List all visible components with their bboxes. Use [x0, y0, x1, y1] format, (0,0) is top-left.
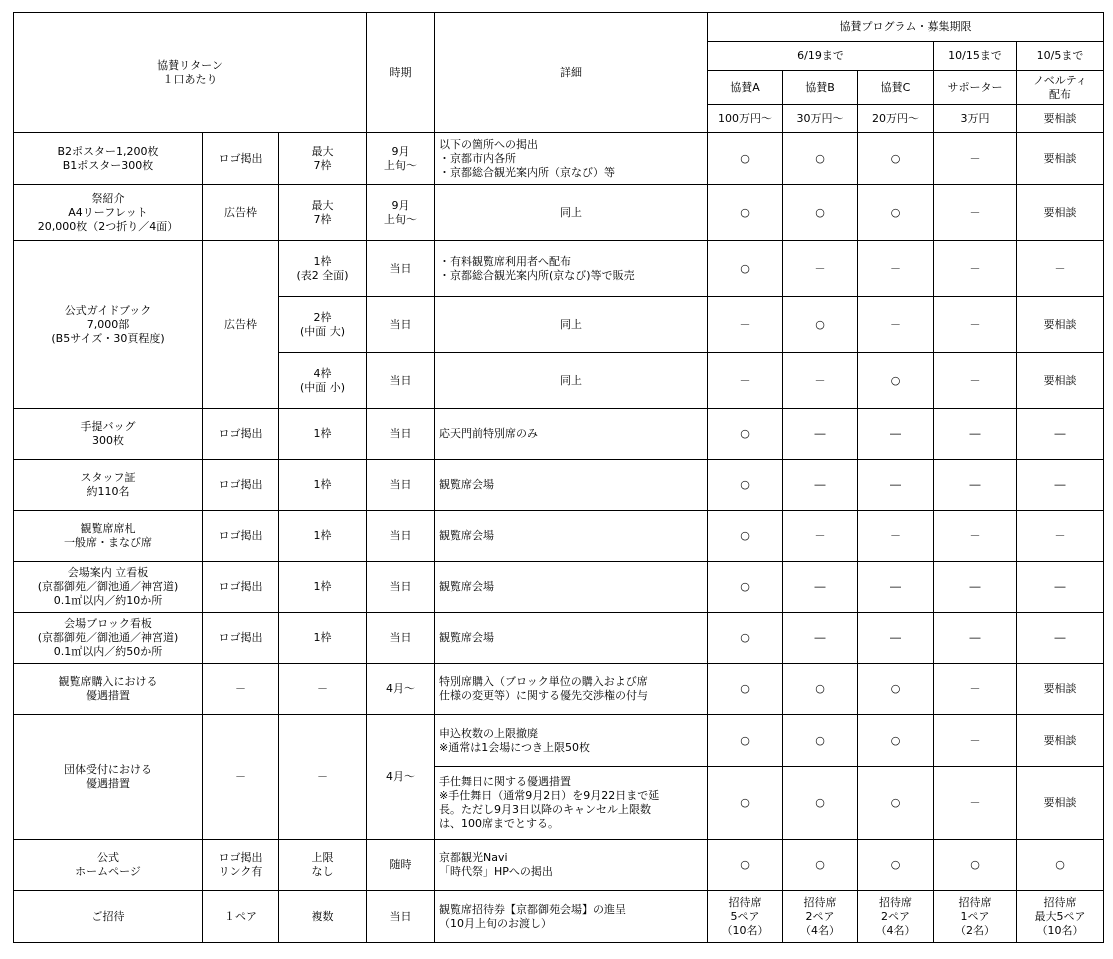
tier-b: 協賛B — [783, 71, 858, 105]
return-type: ロゴ掲出 — [203, 460, 279, 511]
return-detail: 同上 — [435, 185, 708, 241]
cell-tier-a: ○ — [708, 613, 783, 664]
cell-supporter: ― — [934, 613, 1017, 664]
table-row — [14, 891, 1104, 943]
cell-supporter: － — [934, 241, 1017, 297]
return-detail: 観覧席会場 — [435, 511, 708, 562]
cell-tier-a: ○ — [708, 460, 783, 511]
cell-tier-c: － — [858, 511, 934, 562]
tier-novelty: ノベルティ 配布 — [1017, 71, 1104, 105]
cell-tier-b: － — [783, 511, 858, 562]
cell-supporter: － — [934, 133, 1017, 185]
cell-novelty: 要相談 — [1017, 767, 1104, 840]
cell-tier-c: ○ — [858, 353, 934, 409]
cell-supporter: － — [934, 185, 1017, 241]
return-quantity: 複数 — [279, 891, 367, 943]
cell-tier-a: ○ — [708, 185, 783, 241]
return-item: 手提バッグ 300枚 — [14, 409, 203, 460]
return-detail: 特別席購入（ブロック単位の購入および席 仕様の変更等）に関する優先交渉権の付与 — [435, 664, 708, 715]
header-deadline-6-19: 6/19まで — [708, 42, 934, 71]
table-row — [14, 133, 1104, 185]
cell-tier-b: ○ — [783, 133, 858, 185]
cell-tier-b: ― — [783, 562, 858, 613]
return-quantity: － — [279, 715, 367, 840]
return-timing: 4月～ — [367, 715, 435, 840]
cell-tier-a: ○ — [708, 840, 783, 891]
return-type: ロゴ掲出 リンク有 — [203, 840, 279, 891]
cell-tier-a: － — [708, 297, 783, 353]
cell-tier-a: ○ — [708, 715, 783, 767]
cell-tier-a: 招待席 5ペア （10名） — [708, 891, 783, 943]
tier-supporter: サポーター — [934, 71, 1017, 105]
table-row — [14, 613, 1104, 664]
cell-tier-c: ○ — [858, 185, 934, 241]
return-quantity: － — [279, 664, 367, 715]
return-quantity: 2枠 (中面 大) — [279, 297, 367, 353]
return-quantity: 1枠 — [279, 460, 367, 511]
return-quantity: 最大 7枠 — [279, 185, 367, 241]
cell-tier-a: ○ — [708, 664, 783, 715]
cell-supporter: － — [934, 664, 1017, 715]
sponsorship-table — [13, 12, 1104, 943]
cell-novelty: ― — [1017, 562, 1104, 613]
cell-supporter: － — [934, 297, 1017, 353]
cell-novelty: 要相談 — [1017, 133, 1104, 185]
tier-a: 協賛A — [708, 71, 783, 105]
cell-tier-c: － — [858, 241, 934, 297]
return-timing: 随時 — [367, 840, 435, 891]
return-quantity: 上限 なし — [279, 840, 367, 891]
cell-tier-b: ― — [783, 613, 858, 664]
return-timing: 当日 — [367, 460, 435, 511]
cell-tier-b: ○ — [783, 840, 858, 891]
cell-supporter: － — [934, 767, 1017, 840]
return-timing: 当日 — [367, 613, 435, 664]
return-quantity: 最大 7枠 — [279, 133, 367, 185]
return-detail: 同上 — [435, 297, 708, 353]
cell-novelty: 要相談 — [1017, 185, 1104, 241]
return-timing: 9月 上旬～ — [367, 185, 435, 241]
header-deadline-10-5: 10/5まで — [1017, 42, 1104, 71]
cell-novelty: 招待席 最大5ペア （10名） — [1017, 891, 1104, 943]
table-row — [14, 562, 1104, 613]
return-detail: 同上 — [435, 353, 708, 409]
header-deadline-10-15: 10/15まで — [934, 42, 1017, 71]
header-return: 協賛リターン １口あたり — [14, 13, 367, 133]
cell-novelty: － — [1017, 241, 1104, 297]
return-item: 会場ブロック看板 (京都御苑／御池通／神宮道) 0.1㎡以内／約50か所 — [14, 613, 203, 664]
return-detail: 観覧席会場 — [435, 562, 708, 613]
cell-tier-c: － — [858, 297, 934, 353]
return-quantity: 1枠 (表2 全面) — [279, 241, 367, 297]
cell-novelty: 要相談 — [1017, 297, 1104, 353]
return-timing: 当日 — [367, 297, 435, 353]
cell-supporter: － — [934, 353, 1017, 409]
return-timing: 4月～ — [367, 664, 435, 715]
return-item: 観覧席席札 一般席・まなび席 — [14, 511, 203, 562]
cell-novelty: 要相談 — [1017, 353, 1104, 409]
cell-tier-c: ○ — [858, 664, 934, 715]
header-detail: 詳細 — [435, 13, 708, 133]
cell-tier-a: ○ — [708, 133, 783, 185]
cell-tier-c: ― — [858, 562, 934, 613]
table-row — [14, 840, 1104, 891]
price-novelty: 要相談 — [1017, 105, 1104, 133]
cell-supporter: － — [934, 715, 1017, 767]
return-item: ご招待 — [14, 891, 203, 943]
cell-tier-b: ○ — [783, 664, 858, 715]
return-type: ロゴ掲出 — [203, 613, 279, 664]
cell-tier-c: ― — [858, 460, 934, 511]
cell-tier-c: ― — [858, 613, 934, 664]
return-item: 祭紹介 A4リーフレット 20,000枚（2つ折り／4面） — [14, 185, 203, 241]
cell-tier-b: ○ — [783, 715, 858, 767]
table-row — [14, 409, 1104, 460]
return-detail: 観覧席会場 — [435, 613, 708, 664]
cell-supporter: ― — [934, 409, 1017, 460]
cell-novelty: ― — [1017, 409, 1104, 460]
cell-novelty: 要相談 — [1017, 715, 1104, 767]
cell-tier-a: ○ — [708, 562, 783, 613]
return-type: － — [203, 664, 279, 715]
return-item: 公式 ホームページ — [14, 840, 203, 891]
return-type: ロゴ掲出 — [203, 133, 279, 185]
table-row — [14, 715, 1104, 767]
return-detail: 申込枚数の上限撤廃 ※通常は1会場につき上限50枚 — [435, 715, 708, 767]
cell-tier-c: ― — [858, 409, 934, 460]
cell-novelty: 要相談 — [1017, 664, 1104, 715]
cell-novelty: ― — [1017, 613, 1104, 664]
table-row — [14, 664, 1104, 715]
return-type: － — [203, 715, 279, 840]
cell-supporter: 招待席 1ペア （2名） — [934, 891, 1017, 943]
header-timing: 時期 — [367, 13, 435, 133]
cell-supporter: ― — [934, 562, 1017, 613]
return-quantity: 1枠 — [279, 409, 367, 460]
return-type: １ペア — [203, 891, 279, 943]
cell-tier-c: 招待席 2ペア （4名） — [858, 891, 934, 943]
return-item: 公式ガイドブック 7,000部 (B5サイズ・30頁程度) — [14, 241, 203, 409]
return-item: スタッフ証 約110名 — [14, 460, 203, 511]
cell-tier-c: ○ — [858, 715, 934, 767]
header-program: 協賛プログラム・募集期限 — [708, 13, 1104, 42]
table-row — [14, 185, 1104, 241]
return-quantity: 1枠 — [279, 562, 367, 613]
cell-tier-c: ○ — [858, 133, 934, 185]
return-timing: 当日 — [367, 353, 435, 409]
return-timing: 当日 — [367, 241, 435, 297]
return-detail: 以下の箇所への掲出 ・京都市内各所 ・京都総合観光案内所（京なび）等 — [435, 133, 708, 185]
cell-tier-a: ○ — [708, 767, 783, 840]
return-type: ロゴ掲出 — [203, 562, 279, 613]
cell-tier-b: ― — [783, 409, 858, 460]
table-row — [14, 460, 1104, 511]
return-type: ロゴ掲出 — [203, 511, 279, 562]
cell-tier-b: － — [783, 241, 858, 297]
cell-tier-b: ○ — [783, 297, 858, 353]
return-item: B2ポスター1,200枚 B1ポスター300枚 — [14, 133, 203, 185]
return-detail: 手仕舞日に関する優遇措置 ※手仕舞日（通常9月2日）を9月22日まで延 長。ただし9月3日以降のキャンセル上限数 は、100席までとする。 — [435, 767, 708, 840]
return-timing: 当日 — [367, 511, 435, 562]
return-item: 会場案内 立看板 (京都御苑／御池通／神宮道) 0.1㎡以内／約10か所 — [14, 562, 203, 613]
cell-tier-a: ○ — [708, 409, 783, 460]
cell-tier-a: ○ — [708, 241, 783, 297]
return-item: 団体受付における 優遇措置 — [14, 715, 203, 840]
return-timing: 9月 上旬～ — [367, 133, 435, 185]
cell-tier-b: ― — [783, 460, 858, 511]
cell-supporter: ― — [934, 460, 1017, 511]
return-quantity: 1枠 — [279, 511, 367, 562]
return-type: 広告枠 — [203, 241, 279, 409]
sponsorship-table-container — [13, 12, 1104, 943]
cell-tier-b: － — [783, 353, 858, 409]
return-timing: 当日 — [367, 891, 435, 943]
return-detail: 応天門前特別席のみ — [435, 409, 708, 460]
cell-tier-a: － — [708, 353, 783, 409]
table-row — [14, 241, 1104, 297]
cell-supporter: － — [934, 511, 1017, 562]
return-detail: ・有料観覧席利用者へ配布 ・京都総合観光案内所(京なび)等で販売 — [435, 241, 708, 297]
cell-novelty: ― — [1017, 460, 1104, 511]
return-detail: 観覧席招待券【京都御苑会場】の進呈 （10月上旬のお渡し） — [435, 891, 708, 943]
cell-tier-a: ○ — [708, 511, 783, 562]
cell-novelty: ○ — [1017, 840, 1104, 891]
return-timing: 当日 — [367, 562, 435, 613]
price-c: 20万円～ — [858, 105, 934, 133]
cell-tier-c: ○ — [858, 767, 934, 840]
return-detail: 観覧席会場 — [435, 460, 708, 511]
price-b: 30万円～ — [783, 105, 858, 133]
return-detail: 京都観光Navi 「時代祭」HPへの掲出 — [435, 840, 708, 891]
return-type: 広告枠 — [203, 185, 279, 241]
price-a: 100万円～ — [708, 105, 783, 133]
return-item: 観覧席購入における 優遇措置 — [14, 664, 203, 715]
cell-supporter: ○ — [934, 840, 1017, 891]
return-quantity: 1枠 — [279, 613, 367, 664]
cell-tier-c: ○ — [858, 840, 934, 891]
return-quantity: 4枠 (中面 小) — [279, 353, 367, 409]
table-row — [14, 511, 1104, 562]
cell-tier-b: ○ — [783, 767, 858, 840]
return-type: ロゴ掲出 — [203, 409, 279, 460]
return-timing: 当日 — [367, 409, 435, 460]
tier-c: 協賛C — [858, 71, 934, 105]
price-supporter: 3万円 — [934, 105, 1017, 133]
cell-novelty: － — [1017, 511, 1104, 562]
cell-tier-b: ○ — [783, 185, 858, 241]
cell-tier-b: 招待席 2ペア （4名） — [783, 891, 858, 943]
